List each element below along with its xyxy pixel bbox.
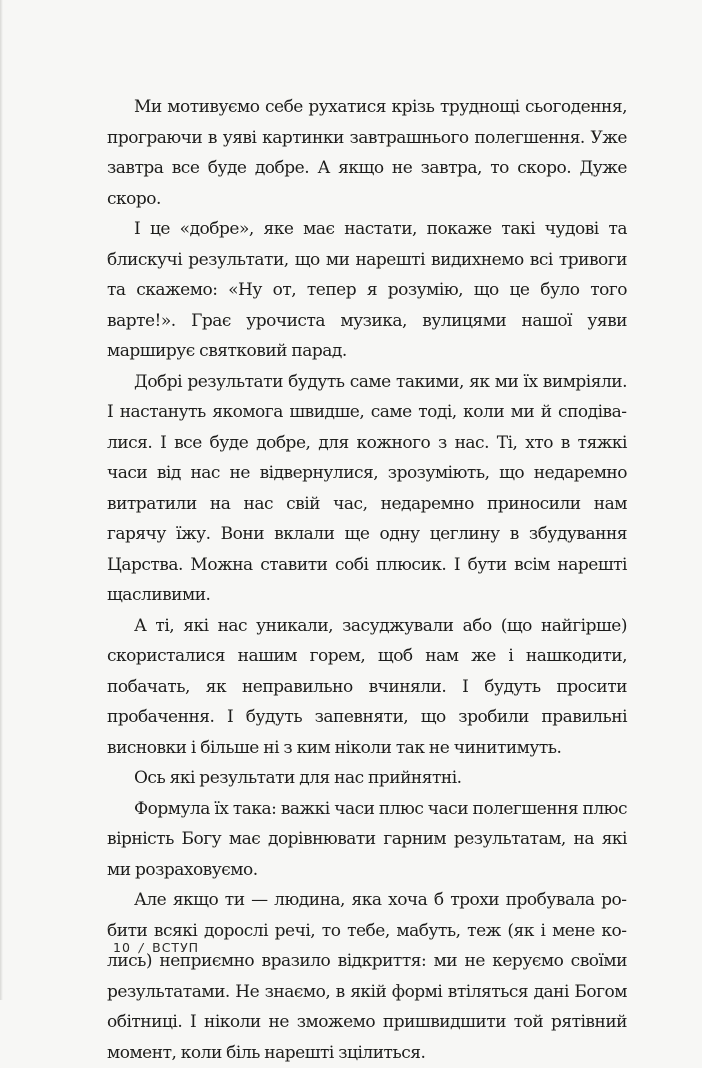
body-text <box>107 92 627 1068</box>
footer-separator: / <box>138 940 145 955</box>
paragraph-3: Добрі результати будуть саме такими, як ми їх вимріяли. І настануть якомога швидше, саме тоді, коли ми й сподівалися. І все буде добре, для кожного з нас. Ті, хто в тяжкі часи від нас не відвернулися, зрозуміють, що недаремно витратили на нас свій час, недаремно приносили нам гарячу їжу. Вони вклали ще одну цеглину в збудування Царства. Можна ставити собі плюсик. І бути всім нарешті щасливими. <box>107 371 627 605</box>
paragraph-6: Формула їх така: важкі часи плюс часи полегшення плюс вірність Богу має дорівнювати гарним результатам, на які ми розраховуємо. <box>107 798 627 880</box>
paragraph-2: І це «добре», яке має настати, покаже такі чудові та блискучі результати, що ми нарешті видихнемо всі тривоги та скажемо: «Ну от, тепер я розумію, що це було того варте!». Грає урочиста музика, вулицями нашої уяви марширує святковий парад. <box>107 219 627 361</box>
paragraph-1: Ми мотивуємо себе рухатися крізь труднощі сьогодення, програючи в уяві картинки завтрашнього полегшення. Уже завтра все буде добре. А якщо не завтра, то скоро. Дуже скоро. <box>107 97 627 209</box>
paragraph-5: Ось які результати для нас прийнятні. <box>134 768 462 788</box>
page-footer <box>113 940 199 955</box>
paragraph-4: А ті, які нас уникали, засуджували або (що найгірше) скористалися нашим горем, щоб нам же і нашкодити, побачать, як неправильно вчиняли. І будуть просити пробачення. І будуть запевняти, що зробили правильні висновки і більше ні з ким ніколи так не чинитимуть. <box>107 615 627 758</box>
page-number: 10 <box>113 940 131 955</box>
section-title: ВСТУП <box>152 940 200 955</box>
paragraph-7: Але якщо ти — людина, яка хоча б трохи пробувала робити всякі дорослі речі, то тебе, мабуть, теж (як і мене колись) неприємно вразило відкриття: ми не керуємо своїми результатами. Не знаємо, в якій формі втіляться дані Богом обітниці. І ніколи не зможемо пришвидшити той рятівний момент, коли біль нарешті зцілиться. <box>107 890 627 1063</box>
